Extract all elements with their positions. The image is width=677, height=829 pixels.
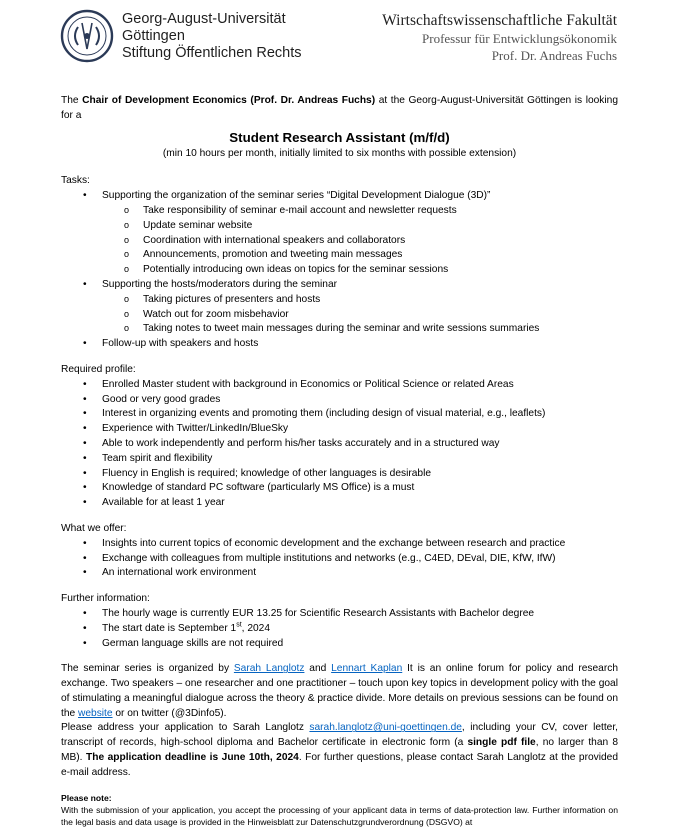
- further-heading: Further information:: [61, 593, 150, 605]
- list-item: • Exchange with colleagues from multiple institutions and networks (e.g., C4ED, DEval, DIE, KfW, IfW): [61, 552, 618, 567]
- note-text: With the submission of your application, you accept the processing of your applicant data in terms of data-protection law. Further information on the legal basis and data usage is provided in the Hinweisblatt zur Datenschutzgrundverordnung (DSGVO) at: [61, 804, 618, 827]
- apply-text: . For further questions, please contact Sarah Langlotz at the provided e-mail address.: [61, 752, 618, 778]
- seminar-text: or on twitter (@3Dinfo5).: [112, 707, 227, 719]
- list-item: o Update seminar website: [61, 219, 618, 234]
- seminar-text: It is an online forum for policy and research exchange. Two speakers – one researcher and one practitioner – touch upon key topics in development policy with the goal of stimulating a meaningful dialogue across the theory & practice divide. More details on previous sessions can be found on the: [61, 663, 618, 719]
- list-item: • Experience with Twitter/LinkedIn/BlueSky: [61, 422, 618, 437]
- professor-name: Prof. Dr. Andreas Fuchs: [491, 48, 617, 63]
- intro-pre: The: [61, 95, 83, 106]
- offer-list: [61, 537, 618, 581]
- list-item: • Supporting the organization of the seminar series “Digital Development Dialogue (3D)”: [61, 189, 618, 204]
- faculty-block: [382, 11, 617, 64]
- list-item: [61, 622, 618, 637]
- list-item: • Interest in organizing events and promoting them (including design of visual material, e.g., leaflets): [61, 407, 618, 422]
- further-list: [61, 607, 618, 651]
- seminar-paragraph: [61, 662, 618, 721]
- list-item: • Insights into current topics of economic development and the exchange between research and practice: [61, 537, 618, 552]
- list-item: • Supporting the hosts/moderators during the seminar: [61, 278, 618, 293]
- apply-text: , including your CV, cover letter, transcript of records, high-school diploma and Bachelor certificate in electronic form (a: [61, 722, 618, 749]
- professorship-name: Professur für Entwicklungsökonomik: [422, 31, 617, 46]
- page-subtitle: (min 10 hours per month, initially limited to six months with possible extension): [162, 147, 517, 159]
- list-item: • Available for at least 1 year: [61, 496, 618, 511]
- list-item: o Potentially introducing own ideas on topics for the seminar sessions: [61, 263, 618, 278]
- list-item: • Good or very good grades: [61, 393, 618, 408]
- start-date-text: The start date is September 1: [102, 622, 237, 634]
- university-seal-logo: [60, 9, 114, 63]
- organizer-link-langlotz[interactable]: Sarah Langlotz: [233, 663, 305, 675]
- chair-name: Chair of Development Economics (Prof. Dr. Andreas Fuchs): [82, 95, 376, 106]
- organizer-link-kaplan[interactable]: Lennart Kaplan: [331, 663, 403, 675]
- list-item: • Enrolled Master student with background in Economics or Political Science or related Areas: [61, 378, 618, 393]
- email-link[interactable]: sarah.langlotz@uni-goettingen.de: [309, 722, 462, 734]
- profile-list: [61, 378, 618, 511]
- tasks-heading: Tasks:: [61, 175, 90, 187]
- list-item: • Able to work independently and perform his/her tasks accurately and in a structured way: [61, 437, 618, 452]
- list-item: • An international work environment: [61, 566, 618, 581]
- start-date-year: , 2024: [241, 622, 270, 634]
- note-heading-text: Please note:: [61, 792, 112, 803]
- list-item: • Team spirit and flexibility: [61, 452, 618, 467]
- list-item: o Announcements, promotion and tweeting main messages: [61, 248, 618, 263]
- university-line-3: Stiftung Öffentlichen Rechts: [122, 45, 302, 61]
- page-title: Student Research Assistant (m/f/d): [229, 129, 450, 145]
- university-line-2: Göttingen: [122, 28, 185, 44]
- application-paragraph: [61, 721, 618, 780]
- list-item: o Coordination with international speakers and collaborators: [61, 234, 618, 249]
- seminar-text: and: [304, 663, 332, 675]
- tasks-list: [61, 189, 618, 352]
- note-heading: [61, 792, 618, 804]
- list-item: o Taking pictures of presenters and hosts: [61, 293, 618, 308]
- list-item: • The hourly wage is currently EUR 13.25 for Scientific Research Assistants with Bachelor degree: [61, 607, 618, 622]
- profile-heading: Required profile:: [61, 363, 136, 375]
- list-item: o Taking notes to tweet main messages during the seminar and write sessions summaries: [61, 322, 618, 337]
- list-item: o Take responsibility of seminar e-mail account and newsletter requests: [61, 204, 618, 219]
- job-posting: [61, 94, 618, 828]
- list-item: • Fluency in English is required; knowledge of other languages is desirable: [61, 467, 618, 482]
- deadline-emphasis: The application deadline is June 10th, 2024: [86, 752, 299, 764]
- list-item: • German language skills are not required: [61, 637, 618, 652]
- university-name: [122, 11, 301, 62]
- list-item: • Follow-up with speakers and hosts: [61, 337, 618, 352]
- faculty-name: Wirtschaftswissenschaftliche Fakultät: [382, 12, 617, 29]
- offer-heading: What we offer:: [61, 522, 127, 534]
- letterhead: [0, 0, 677, 80]
- apply-text: , no larger than 8 MB).: [61, 737, 618, 764]
- apply-text: Please address your application to Sarah Langlotz: [61, 722, 310, 734]
- website-link[interactable]: website: [78, 707, 113, 719]
- single-pdf-emphasis: single pdf file: [467, 737, 536, 749]
- list-item: • Knowledge of standard PC software (particularly MS Office) is a must: [61, 481, 618, 496]
- start-date-sup: st: [236, 621, 242, 629]
- intro-post: at the Georg-August-Universität Göttingen is looking for a: [61, 95, 618, 121]
- intro-paragraph: [61, 94, 618, 124]
- university-line-1: Georg-August-Universität: [122, 11, 286, 27]
- seminar-text: The seminar series is organized by: [61, 663, 234, 675]
- list-item: o Watch out for zoom misbehavior: [61, 308, 618, 323]
